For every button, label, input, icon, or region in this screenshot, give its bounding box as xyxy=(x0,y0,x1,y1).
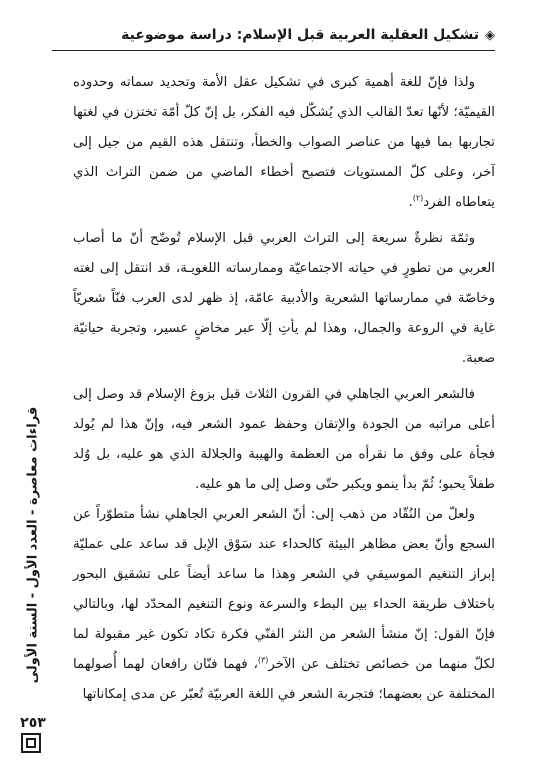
paragraph-1: ولذا فإنّ للغة أهمية كبرى في تشكيل عقل الأمة وتحديد سماته وحدوده القيميّة؛ لأنّها تعدّ القالب الذي يُشكّل فيه الفكر، بل إنّ كلّ أمّة تختزن في لغتها تجاربها بما فيها من عناصر الصواب والخطأ، وتنتقل هذه القيم من جيل إلى آخر، وعلى كلّ المستويات فتصبح أخطاء الماضي من ضمن التراث الذي يتعاطاه الفرد$^{(٢)}$. xyxy=(73,75,495,210)
paragraph-2: وثمّة نظرةٌ سريعة إلى التراث العربي قبل الإسلام تُوضّح أنّ ما أصاب العربي من تطورٍ في حياته الاجتماعيّة وممارساته اللغويـة، قد انتقل إلى لغته وخاصّة في ممارساتها الشعرية والأدبية عامّة، إذ ظهر لدى العرب فنّاً شعريّاً غاية في الروعة والجمال، وهذا لم يأتِ إلّا عبر مخاضٍ عسير، وتجربة حياتيّة صعبة. xyxy=(73,231,495,366)
journal-issue-label: قراءات معاصرة - العدد الأول - السنة الأولى xyxy=(25,406,41,684)
footnote-ref-2: (٢) xyxy=(412,193,424,203)
page-number: ٢٥٣ xyxy=(20,715,46,731)
header-title: تشكيل العقلية العربية قبل الإسلام: دراسة موضوعية xyxy=(121,27,479,43)
paragraph-4: ولعلّ من النُقّاد من ذهب إلى: أنّ الشعر العربي الجاهلي نشأ متطوّراً عن السجع وأنّ بعض مظاهر البيئة كالحداء عند سَوْق الإبل قد ساعد على عمليّة إبراز التنغيم الموسيقي في الشعر وهذا ما ساعد أيضاً على تشقيق البحور باختلاف طريقة الحداء بين البطء والسرعة ونوع التنغيم المحدّد لها، وبالتالي فإنّ القول: إنّ منشأ الشعر من النثر الفنّي فكرة تكاد تكون غير مقبولة لما لكلّ منهما من خصائص تختلف عن الآخر$^{(٣)}$، فهما فنّان رافعان لهما أُصولهما المختلفة عن بعضهما؛ فتجربة الشعر في اللغة العربيّة تُعبّر عن مدى إمكاناتها xyxy=(73,507,496,702)
page-box-icon xyxy=(21,733,41,753)
running-header xyxy=(52,26,495,51)
body-text xyxy=(73,68,495,710)
footnote-ref-3: (٣) xyxy=(257,655,269,665)
paragraph-3: فالشعر العربي الجاهلي في القرون الثلاث قبل بزوغ الإسلام قد وصل إلى أعلى مراتبه من الجودة والإتقان وحفظ عمود الشعر فيه، وإنّ هذا لم يُولد فجأة على وفق ما نقرأه من العظمة والهيبة والجلالة الذي هو عليه، بل وُلد طفلاً يحبو؛ ثُمّ بدأ ينمو ويكبر حتّى وصل إلى ما هو عليه. xyxy=(73,387,495,492)
diamond-ornament-icon: ◈ xyxy=(485,28,495,43)
journal-sidebar xyxy=(22,395,44,695)
